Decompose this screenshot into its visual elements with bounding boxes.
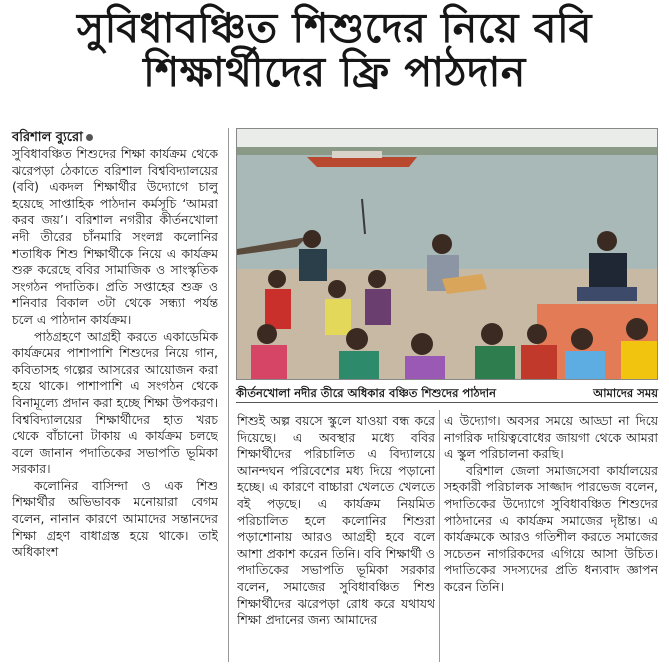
headline-line-1: সুবিধাবঞ্চিত শিশুদের নিয়ে ববি (76, 4, 592, 52)
caption-text: কীর্তনখোলা নদীর তীরে অধিকার বঞ্চিত শিশুদের পাঠদান (236, 386, 496, 400)
byline-text: বরিশাল ব্যুরো (12, 130, 83, 145)
paragraph: শিশুই অল্প বয়সে স্কুলে যাওয়া বন্ধ করে দিয়েছে। এ অবস্থার মধ্যে ববির শিক্ষার্থীদের পরিচালিত এ বিদ্যালয়ে আনন্দঘন পরিবেশের মধ্য দিয়ে পড়ানো হচ্ছে। এ কারণে বাচ্চারা খেলতে খেলতে বই পড়ছে। এ কার্যক্রম নিয়মিত পরিচালিত হলে কলোনির শিশুরা পড়াশোনায় আরও আগ্রহী হবে বলে আশা প্রকাশ করেন তিনি। ববি শিক্ষার্থী ও পদাতিকের সভাপতি ভূমিকা সরকার বলেন, সমাজের সুবিধাবঞ্চিত শিশু শিক্ষার্থীদের ঝরেপড়া রোধ করে যথাযথ শিক্ষা প্রদানের জন্য আমাদের (237, 413, 435, 628)
paragraph: সুবিধাবঞ্চিত শিশুদের শিক্ষা কার্যক্রম থেকে ঝরেপড়া ঠেকাতে বরিশাল বিশ্ববিদ্যালয়ের (ববি) একদল শিক্ষার্থীর উদ্যোগে চালু হয়েছে সাপ্তাহিক পাঠদান কর্মসূচি ‘আমরা করব জয়’। বরিশাল নগরীর কীর্তনখোলা নদী তীরের চাঁনমারি সংলগ্ন কলোনির শতাধিক শিশু শিক্ষার্থীকে নিয়ে এ কার্যক্রম শুরু করেছে ববির সামাজিক ও সাংস্কৃতিক সংগঠন পদাতিক। প্রতি সপ্তাহের শুক্র ও শনিবার বিকাল ৩টা থেকে সন্ধ্যা পর্যন্ত চলে এ পাঠদান কার্যক্রম। (12, 146, 218, 327)
headline-line-2: শিক্ষার্থীদের ফ্রি পাঠদান (143, 48, 526, 97)
article-column-2 (237, 413, 435, 663)
paragraph: পাঠগ্রহণে আগ্রহী করতে একাডেমিক কার্যক্রমের পাশাপাশি শিশুদের নিয়ে গান, কবিতাসহ গল্পের আসরের আয়োজন করা হয়ে থাকে। পাশাপাশি এ সংগঠন থেকে বিনামূল্যে প্রদান করা হচ্ছে শিক্ষা উপকরণ। বিশ্ববিদ্যালয়ের শিক্ষার্থীদের হাত খরচ থেকে বাঁচানো টাকায় এ কার্যক্রম চলছে বলে জানান পদাতিকের সভাপতি ভূমিকা সরকার। (12, 328, 218, 477)
caption-divider (236, 402, 658, 403)
news-photo (236, 128, 658, 380)
photo-credit: আমাদের সময় (593, 386, 658, 400)
bullet-icon (86, 134, 93, 141)
paragraph: এ উদ্যোগ। অবসর সময়ে আড্ডা না দিয়ে নাগরিক দায়িত্ববোধের জায়গা থেকে আমরা এ স্কুল পরিচালনা করছি। (444, 413, 658, 462)
column-divider (439, 410, 440, 662)
article-column-3 (444, 413, 658, 663)
article-column-1 (12, 146, 218, 662)
paragraph: বরিশাল জেলা সমাজসেবা কার্যালয়ের সহকারী পরিচালক সাজ্জাদ পারভেজ বলেন, পদাতিকের উদ্যোগে সুবিধাবঞ্চিত শিশুদের পাঠদানের এ কার্যক্রম সমাজের দৃষ্টান্ত। এ কার্যক্রমকে আরও গতিশীল করতে সমাজের সচেতন নাগরিকদের এগিয়ে আসা উচিত। পদাতিকের সদস্যদের প্রতি ধন্যবাদ জ্ঞাপন করেন তিনি। (444, 462, 658, 594)
column-divider (228, 128, 229, 662)
photo-scene (237, 129, 658, 380)
paragraph: কলোনির বাসিন্দা ও এক শিশু শিক্ষার্থীর অভিভাবক মনোয়ারা বেগম বলেন, নানান কারণে আমাদের সন্তানদের শিক্ষা গ্রহণ বাধাগ্রস্ত হয়ে থাকে। তাই অধিকাংশ (12, 477, 218, 560)
headline (0, 6, 669, 95)
